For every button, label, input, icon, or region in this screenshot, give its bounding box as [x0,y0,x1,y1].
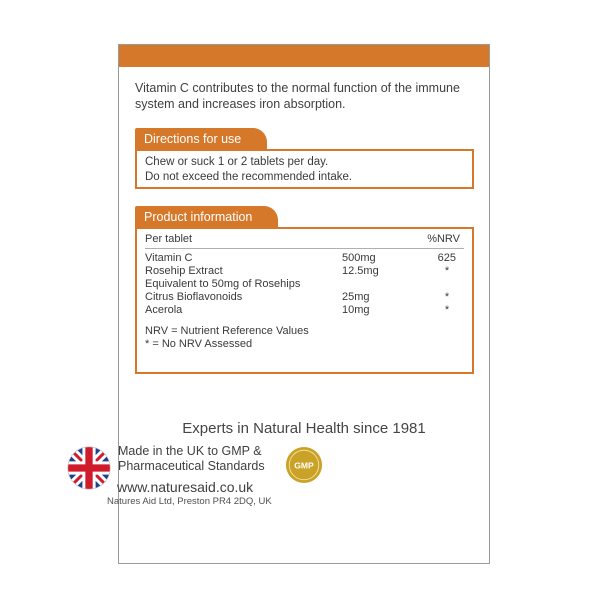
brand-tagline: Experts in Natural Health since 1981 [182,420,426,437]
per-tablet-header: Per tablet [145,233,193,245]
table-row [145,291,464,304]
website-link[interactable]: www.naturesaid.co.uk [117,479,254,495]
note-line: NRV = Nutrient Reference Values [145,325,309,337]
intro-line: Vitamin C contributes to the normal function of the immune [135,81,460,95]
nutrient-nrv: * [444,291,450,303]
gmp-badge-text: GMP [294,460,314,471]
made-in-line: Made in the UK to GMP & [118,444,262,458]
note-line: * = No NRV Assessed [145,338,253,350]
table-row [145,265,464,278]
nutrient-name: Vitamin C [145,252,193,264]
nutrient-name: Acerola [145,304,183,316]
nutrient-table [145,252,464,317]
table-notes [145,325,464,351]
directions-heading: Directions for use [135,128,267,150]
directions-line: Chew or suck 1 or 2 tablets per day. [145,156,329,168]
made-in-line: Pharmaceutical Standards [118,459,265,473]
nutrient-name: Citrus Bioflavonoids [145,291,243,303]
nutrient-amount: 10mg [342,304,370,316]
table-row [145,304,464,317]
nutrient-amount: 500mg [342,252,376,264]
nutrient-amount: 12.5mg [342,265,379,277]
table-row [145,252,464,265]
nutrient-name: Rosehip Extract [145,265,223,277]
uk-flag-icon [67,446,111,490]
product-info-box [135,227,474,374]
gmp-seal-icon [285,446,323,484]
intro-line: system and increases iron absorption. [135,97,346,111]
directions-box [135,149,474,189]
product-info-heading: Product information [135,206,278,228]
nutrient-name: Equivalent to 50mg of Rosehips [145,278,301,290]
nutrient-nrv: * [444,265,450,277]
company-address: Natures Aid Ltd, Preston PR4 2DQ, UK [107,496,272,507]
nutrient-nrv: * [444,304,450,316]
nrv-header: %NRV [427,233,460,245]
table-header [145,232,464,249]
nutrient-nrv: 625 [437,252,456,264]
top-accent-bar [119,45,489,67]
made-in-uk-text [118,444,265,474]
nutrient-amount: 25mg [342,291,370,303]
intro-text [135,80,475,112]
table-row [145,278,464,291]
directions-line: Do not exceed the recommended intake. [145,171,353,183]
